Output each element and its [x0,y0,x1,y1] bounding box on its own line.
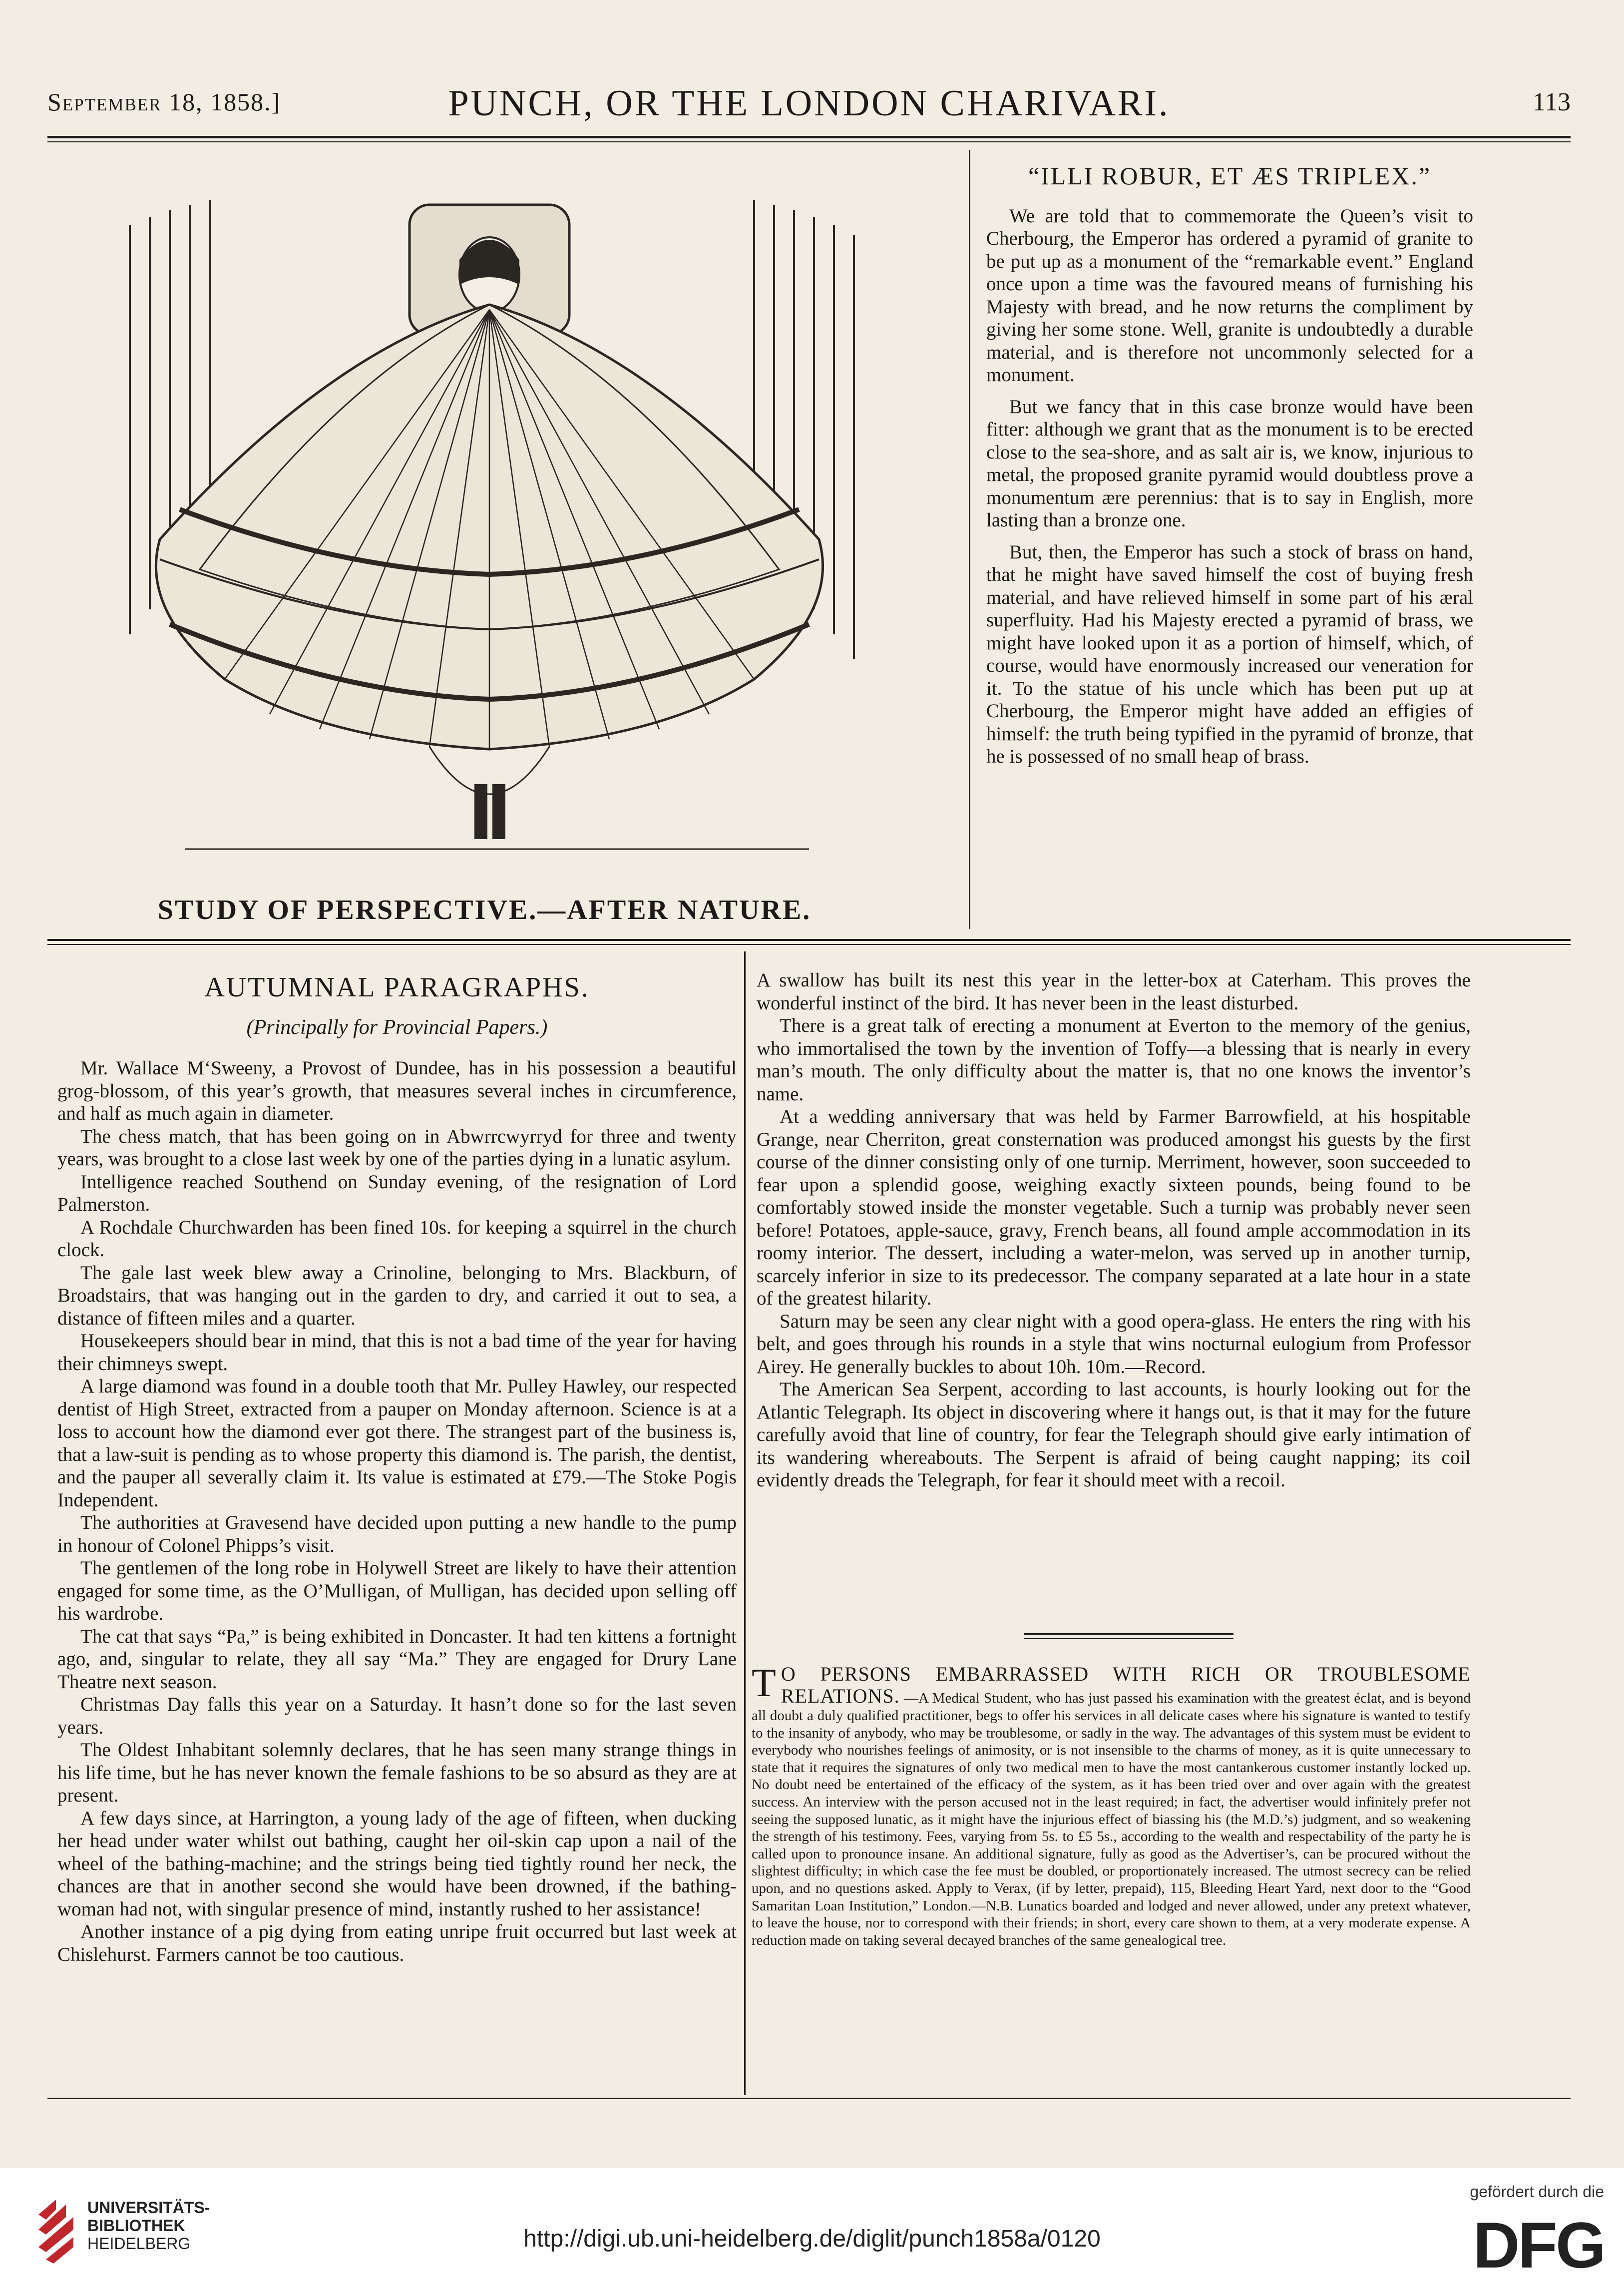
paragraph: Housekeepers should bear in mind, that this is not a bad time of the year for having their chimneys swept. [57,1330,737,1374]
drop-cap: T [752,1661,776,1705]
column-divider-bottom [744,951,746,2095]
column-divider-top [969,150,970,929]
viewer-footer [0,2168,1624,2290]
paragraph: Christmas Day falls this year on a Saturday. It hasn’t done so for the last seven years. [57,1694,737,1738]
dfg-logo: DFG [1473,2209,1604,2282]
section-rule [47,939,1571,941]
paragraph: At a wedding anniversary that was held by Farmer Barrowfield, at his hospitable Grange, near Cherriton, great consternation was produced amongst his guests by the first course of the dinner consisting only of one turnip. Merriment, however, soon succeeded to fear upon a splendid goose, weighing exactly sixteen pounds, being found to be comfortably stowed inside the monster vegetable. Such a turnip was probably never seen before! Potatoes, apple-sauce, gravy, French beans, all found ample accommodation in its roomy interior. The dessert, including a water-melon, was served up in another turnip, scarcely inferior in size to its predecessor. The company separated at a late hour in a state of the greatest hilarity. [757,1106,1471,1309]
autumnal-title: AUTUMNAL PARAGRAPHS. [204,972,590,1003]
page-number: 113 [1532,88,1571,116]
paragraph: The cat that says “Pa,” is being exhibited in Doncaster. It had ten kittens a fortnight ago, and, singular to relate, they all say “Ma.” They are engaged for Drury Lane Theatre next season. [57,1625,737,1693]
paragraph: Mr. Wallace M‘Sweeny, a Provost of Dundee, has in his possession a beautiful grog-blossom, of this year’s growth, that measures several inches in circumference, and half as much again in diameter. [57,1057,737,1124]
running-head [47,82,1571,137]
paragraph: Another instance of a pig dying from eating unripe fruit occurred but last week at Chislehurst. Farmers cannot be too cautious. [57,1921,737,1965]
page-bottom-rule [47,2098,1571,2099]
crinoline-illustration [60,160,909,894]
advert-heading: O PERSONS EMBARRASSED WITH RICH OR TROUBLESOME RELATIONS. [781,1663,1471,1707]
autumnal-left-column [57,972,737,1966]
paragraph: A Rochdale Churchwarden has been fined 10s. for keeping a squirrel in the church clock. [57,1216,737,1261]
advertisement [752,1663,1471,1949]
article-title: “ILLI ROBUR, ET ÆS TRIPLEX.” [1028,162,1432,190]
paragraph: A swallow has built its nest this year in the letter-box at Caterham. This proves the wonderful instinct of the bird. It has never been in the least disturbed. [757,969,1471,1014]
article-paragraph: But, then, the Emperor has such a stock of brass on hand, that he might have saved himself the cost of buying fresh material, and have relieved himself in some part of his æral superfluity. Had his Majesty erected a pyramid of brass, we might have looked upon it as a portion of himself, which, of course, would have enormously increased our veneration for it. To the statue of his uncle which has been put up at Cherbourg, the Emperor might have added an effigies of himself: the truth being typified in the pyramid of bronze, that he is possessed of no small heap of brass. [986,541,1473,767]
paragraph: A large diamond was found in a double tooth that Mr. Pulley Hawley, our respected dentist of High Street, extracted from a pauper on Monday afternoon. Science is at a loss to account how the diamond ever got there. The strangest part of the business is, that a law-suit is pending as to whose property this diamond is. The parish, the dentist, and the pauper all severally claim it. Its value is estimated at £79.—The Stoke Pogis Independent. [57,1375,737,1511]
paragraph: The American Sea Serpent, according to last accounts, is hourly looking out for the Atlantic Telegraph. Its object in discovering where it hangs out, is that it may for the future carefully avoid that line of country, for fear the Telegraph should give early intimation of its wandering whereabouts. The Serpent is afraid of being caught napping; its coil evidently dreads the Telegraph, for fear it should meet with a recoil. [757,1378,1471,1491]
permalink-url[interactable]: http://digi.ub.uni-heidelberg.de/diglit/punch1858a/0120 [523,2226,1101,2252]
issue-date: September 18, 1858.] [47,88,281,116]
section-rule-thin [47,944,1571,945]
paragraph: Intelligence reached Southend on Sunday evening, of the resignation of Lord Palmerston. [57,1171,737,1215]
advert-rule [1024,1633,1233,1635]
illi-robur-article [986,162,1473,768]
library-line: BIBLIOTHEK [87,2217,185,2235]
paragraph: Saturn may be seen any clear night with a good opera-glass. He enters the ring with his belt, and goes through his rounds in a style that wins nocturnal eulogium from Professor Airey. He generally buckles to about 10h. 10m.—Record. [757,1310,1471,1377]
paragraph: There is a great talk of erecting a monument at Everton to the memory of the genius, who immortalised the town by the invention of Toffy—a blessing that is nearly in every man’s mouth. The only difficulty about the matter is, that no one knows the inventor’s name. [757,1015,1471,1105]
funding-note: gefördert durch die [1470,2183,1604,2201]
paragraph: The authorities at Gravesend have decided upon putting a new handle to the pump in honour of Colonel Phipps’s visit. [57,1512,737,1556]
library-line: UNIVERSITÄTS- [87,2199,210,2217]
article-paragraph: We are told that to commemorate the Queen’s visit to Cherbourg, the Emperor has ordered a pyramid of granite to be put up as a monument of the “remarkable event.” England once upon a time was the favoured means of furnishing his Majesty with bread, and he now returns the compliment by giving her some stone. Well, granite is undoubtedly a durable material, and is therefore not uncommonly selected for a monument. [986,205,1473,386]
paragraph: The gale last week blew away a Crinoline, belonging to Mrs. Blackburn, of Broadstairs, that was hanging out in the garden to dry, and carried it out to sea, a distance of fifteen miles and a quarter. [57,1262,737,1329]
header-rule-thin [47,141,1571,142]
publication-title: PUNCH, OR THE LONDON CHARIVARI. [448,83,1170,124]
library-line: HEIDELBERG [87,2235,191,2253]
advert-rule-thin [1024,1638,1233,1639]
autumnal-right-column [757,969,1471,1492]
paragraph: The chess match, that has been going on in Abwrrcwyrryd for three and twenty years, was brought to a close last week by one of the parties dying in a lunatic asylum. [57,1125,737,1170]
paragraph: The Oldest Inhabitant solemnly declares, that he has seen many strange things in his life time, but he has never known the female fashions to be so absurd as they are at present. [57,1739,737,1806]
autumnal-subtitle: (Principally for Provincial Papers.) [246,1015,548,1039]
advert-body: —A Medical Student, who has just passed his examination with the greatest éclat, and is beyond all doubt a duly qualified practitioner, begs to offer his services in all delicate cases where his signature is wanted to testify to the insanity of anybody, who may be troublesome, or sadly in the way. The advantages of this system must be evident to everybody who nourishes feelings of animosity, or is not insensible to the charms of money, as it is quite unnecessary to state that it requires the signatures of only two medical men to have the most cantankerous customer instantly locked up. No doubt need be entertained of the efficacy of the system, as it has been tried over and over again with the greatest success. An interview with the person accused not in the least required; in fact, the advertiser would infinitely prefer not seeing the supposed lunatic, as it might have the injurious effect of biassing his (the M.D.’s) judgment, and so weakening the strength of his testimony. Fees, varying from 5s. to £5 5s., according to the wealth and respectability of the party he is called upon to pronounce insane. An additional signature, fully as good as the Advertiser’s, can be procured without the slightest difficulty; in which case the fee must be doubled, or proportionately increased. The utmost secrecy can be relied upon, and no questions asked. Apply to Verax, (if by letter, prepaid), 115, Bleeding Heart Yard, next door to the “Good Samaritan Loan Institution,” London.—N.B. Lunatics boarded and lodged and never allowed, under any pretext whatever, to leave the house, nor to correspond with their friends; in short, every care shown to them, at a very moderate expense. A reduction made on taking several decayed branches of the same genealogical tree. [752,1690,1471,1948]
illustration-caption: STUDY OF PERSPECTIVE.—AFTER NATURE. [157,895,812,925]
header-rule [47,136,1571,138]
article-paragraph: But we fancy that in this case bronze would have been fitter: although we grant that as the monument is to be erected close to the sea-shore, and as salt air is, we know, injurious to metal, the proposed granite pyramid would doubtless prove a monumentum ære perennius: that is to say in English, more lasting than a bronze one. [986,396,1473,531]
paragraph: A few days since, at Harrington, a young lady of the age of fifteen, when ducking her head under water whilst out bathing, caught her oil-skin cap upon a nail of the wheel of the bathing-machine; and the strings being tied tightly round her neck, the chances are that in another second she would have been drowned, if the bathing-woman had not, with singular presence of mind, instantly rushed to her assistance! [57,1807,737,1920]
paragraph: The gentlemen of the long robe in Holywell Street are likely to have their attention engaged for some time, as the O’Mulligan, of Mulligan, has decided upon selling off his wardrobe. [57,1557,737,1624]
